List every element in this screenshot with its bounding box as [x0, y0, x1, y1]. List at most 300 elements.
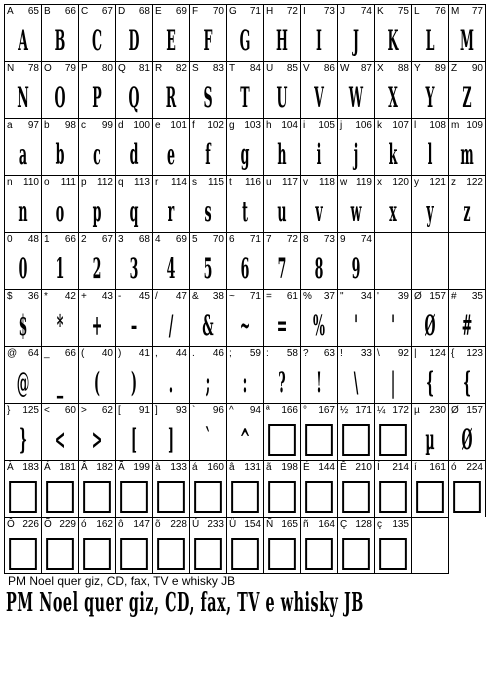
glyph-char: l	[414, 120, 417, 131]
glyph-cell	[78, 175, 115, 232]
glyph-code: 88	[397, 63, 409, 74]
glyph-preview	[311, 535, 327, 573]
glyph-preview: H	[276, 24, 288, 57]
glyph-cell	[300, 346, 337, 403]
glyph-label	[340, 234, 372, 245]
glyph-preview	[422, 535, 438, 573]
glyph-preview	[126, 535, 142, 573]
glyph-char: #	[451, 291, 457, 302]
glyph-cell	[263, 175, 300, 232]
glyph-cell	[41, 289, 78, 346]
glyph-char: w	[340, 177, 348, 188]
glyph-preview: Ø	[424, 309, 436, 342]
glyph-preview: K	[387, 24, 399, 57]
glyph-preview	[237, 478, 253, 516]
glyph-preview: 4	[166, 252, 176, 285]
glyph-label	[340, 177, 372, 188]
glyph-code: 214	[392, 462, 409, 473]
glyph-code: 107	[392, 120, 409, 131]
glyph-cell	[78, 403, 115, 460]
glyph-cell	[78, 460, 115, 517]
glyph-char: s	[192, 177, 197, 188]
glyph-char: i	[303, 120, 306, 131]
glyph-code: 70	[212, 6, 224, 17]
glyph-code: 86	[323, 63, 335, 74]
glyph-cell	[300, 61, 337, 118]
glyph-char: `	[192, 405, 196, 416]
glyph-label	[377, 63, 409, 74]
glyph-char: P	[81, 63, 88, 74]
glyph-row	[4, 4, 495, 61]
glyph-cell	[115, 175, 152, 232]
glyph-cell	[300, 289, 337, 346]
glyph-code: 45	[138, 291, 150, 302]
glyph-cell	[189, 289, 226, 346]
glyph-cell	[337, 346, 374, 403]
glyph-preview: r	[167, 195, 175, 228]
glyph-char: ó	[81, 519, 87, 530]
glyph-char: ô	[118, 519, 124, 530]
glyph-preview	[163, 478, 179, 516]
glyph-preview: V	[314, 81, 324, 114]
glyph-code: 84	[249, 63, 261, 74]
glyph-char: E	[155, 6, 162, 17]
glyph-char: h	[266, 120, 272, 131]
glyph-code: 100	[133, 120, 150, 131]
glyph-code: 115	[208, 177, 224, 188]
glyph-cell	[189, 175, 226, 232]
glyph-char: !	[340, 348, 343, 359]
glyph-char: m	[451, 120, 460, 131]
glyph-code: 68	[138, 234, 150, 245]
glyph-preview	[348, 535, 364, 573]
glyph-cell	[226, 517, 263, 574]
glyph-code: 81	[138, 63, 150, 74]
glyph-code: 119	[356, 177, 372, 188]
glyph-code: 182	[96, 462, 113, 473]
glyph-label	[155, 120, 187, 131]
glyph-cell	[41, 175, 78, 232]
glyph-char: M	[451, 6, 460, 17]
glyph-row	[4, 517, 495, 574]
glyph-preview: @	[16, 366, 30, 399]
glyph-preview	[126, 478, 142, 516]
glyph-cell	[189, 118, 226, 175]
glyph-preview: P	[92, 81, 102, 114]
glyph-char: [	[118, 405, 121, 416]
glyph-code: 157	[429, 291, 446, 302]
glyph-cell	[152, 403, 189, 460]
glyph-preview	[15, 535, 31, 573]
glyph-code: 144	[318, 462, 335, 473]
glyph-label	[340, 120, 372, 131]
glyph-label	[155, 519, 187, 530]
glyph-code: 48	[27, 234, 39, 245]
glyph-char: 3	[118, 234, 124, 245]
glyph-label	[266, 519, 298, 530]
glyph-cell	[152, 289, 189, 346]
glyph-code: 199	[133, 462, 150, 473]
glyph-code: 62	[101, 405, 113, 416]
glyph-code: 40	[101, 348, 113, 359]
glyph-preview: }	[18, 423, 28, 456]
glyph-char: g	[229, 120, 235, 131]
glyph-label	[229, 120, 261, 131]
glyph-label	[266, 291, 298, 302]
glyph-cell	[411, 346, 448, 403]
glyph-char: _	[44, 348, 50, 359]
glyph-preview: ;	[205, 366, 211, 399]
glyph-char: v	[303, 177, 308, 188]
glyph-char: z	[451, 177, 456, 188]
glyph-char: t	[229, 177, 232, 188]
glyph-preview: O	[54, 81, 66, 114]
glyph-preview: a	[18, 138, 28, 171]
glyph-label	[44, 234, 76, 245]
glyph-char: 2	[81, 234, 87, 245]
glyph-label	[81, 120, 113, 131]
glyph-char: ]	[155, 405, 158, 416]
glyph-code: 90	[471, 63, 483, 74]
glyph-char: u	[266, 177, 272, 188]
glyph-preview	[385, 535, 401, 573]
glyph-preview: t	[242, 195, 248, 228]
glyph-label	[192, 519, 224, 530]
glyph-label	[340, 462, 372, 473]
glyph-code: 164	[318, 519, 335, 530]
glyph-cell	[263, 346, 300, 403]
glyph-preview	[348, 478, 364, 516]
glyph-label	[451, 291, 483, 302]
glyph-preview: D	[128, 24, 140, 57]
glyph-char: T	[229, 63, 236, 74]
glyph-cell	[78, 289, 115, 346]
glyph-char: (	[81, 348, 85, 359]
glyph-code: 154	[244, 519, 261, 530]
glyph-label	[155, 462, 187, 473]
glyph-label	[303, 234, 335, 245]
glyph-char: Y	[414, 63, 421, 74]
glyph-char: ;	[229, 348, 232, 359]
glyph-char: Ã	[118, 462, 125, 473]
glyph-char: â	[229, 462, 235, 473]
glyph-cell	[189, 4, 226, 61]
glyph-code: 125	[22, 405, 39, 416]
glyph-label	[155, 6, 187, 17]
glyph-preview	[200, 535, 216, 573]
glyph-label	[414, 462, 446, 473]
glyph-code: 69	[175, 234, 187, 245]
glyph-preview	[459, 478, 475, 516]
glyph-label	[44, 6, 76, 17]
glyph-cell	[226, 232, 263, 289]
glyph-cell	[41, 4, 78, 61]
glyph-preview: `	[204, 423, 212, 456]
glyph-label	[414, 63, 446, 74]
glyph-code: 43	[101, 291, 113, 302]
glyph-preview: 2	[92, 252, 102, 285]
glyph-label	[451, 405, 483, 416]
glyph-char: á	[192, 462, 198, 473]
glyph-char: j	[340, 120, 343, 131]
glyph-label	[118, 519, 150, 530]
glyph-cell	[226, 289, 263, 346]
glyph-char: <	[44, 405, 50, 416]
glyph-label	[266, 63, 298, 74]
glyph-cell	[448, 118, 486, 175]
glyph-char: ,	[155, 348, 158, 359]
glyph-code: 133	[170, 462, 187, 473]
glyph-preview: +	[91, 309, 103, 342]
glyph-code: 67	[101, 6, 113, 17]
glyph-char: 7	[266, 234, 272, 245]
glyph-char: =	[266, 291, 272, 302]
glyph-char: ã	[266, 462, 272, 473]
glyph-preview: .	[168, 366, 174, 399]
glyph-char: 4	[155, 234, 161, 245]
glyph-char: R	[155, 63, 163, 74]
glyph-cell	[78, 232, 115, 289]
glyph-char: |	[414, 348, 417, 359]
glyph-char: ?	[303, 348, 309, 359]
glyph-cell	[411, 289, 448, 346]
glyph-preview	[163, 535, 179, 573]
glyph-cell	[300, 175, 337, 232]
glyph-char: I	[303, 6, 306, 17]
glyph-cell	[115, 61, 152, 118]
glyph-char: p	[81, 177, 87, 188]
glyph-preview	[311, 478, 327, 516]
glyph-cell	[4, 61, 41, 118]
glyph-preview: 8	[314, 252, 324, 285]
glyph-preview	[89, 535, 105, 573]
glyph-code: 229	[59, 519, 76, 530]
glyph-char: f	[192, 120, 195, 131]
glyph-code: 69	[175, 6, 187, 17]
glyph-preview: S	[203, 81, 213, 114]
glyph-code: 79	[64, 63, 76, 74]
glyph-char: L	[414, 6, 420, 17]
glyph-cell	[152, 175, 189, 232]
glyph-label	[229, 6, 261, 17]
glyph-label	[192, 405, 224, 416]
glyph-cell	[374, 175, 411, 232]
glyph-code: 73	[323, 234, 335, 245]
glyph-char: &	[192, 291, 199, 302]
glyph-code: 121	[429, 177, 446, 188]
glyph-preview: #	[461, 309, 473, 342]
glyph-row	[4, 175, 495, 232]
glyph-label	[7, 462, 39, 473]
glyph-cell	[226, 460, 263, 517]
glyph-cell	[374, 4, 411, 61]
glyph-char: ó	[451, 462, 457, 473]
glyph-preview: B	[54, 24, 66, 57]
glyph-code: 65	[27, 6, 39, 17]
glyph-label	[7, 6, 39, 17]
glyph-label	[377, 348, 409, 359]
glyph-char: K	[377, 6, 384, 17]
glyph-cell	[189, 460, 226, 517]
glyph-label	[377, 462, 409, 473]
glyph-cell	[189, 517, 226, 574]
glyph-cell	[152, 118, 189, 175]
sample-glyph-rendering: PM Noel quer giz, CD, fax, TV e whisky JB	[6, 588, 364, 618]
glyph-char: Ç	[340, 519, 348, 530]
glyph-cell	[337, 232, 374, 289]
glyph-code: 165	[281, 519, 298, 530]
glyph-preview: ]	[168, 423, 174, 456]
glyph-label	[155, 405, 187, 416]
glyph-char: -	[118, 291, 122, 302]
glyph-label	[7, 177, 39, 188]
glyph-code: 59	[249, 348, 261, 359]
glyph-cell	[4, 4, 41, 61]
glyph-cell	[374, 61, 411, 118]
glyph-preview: n	[18, 195, 28, 228]
glyph-preview	[422, 478, 438, 516]
glyph-cell	[448, 175, 486, 232]
glyph-row	[4, 118, 495, 175]
glyph-preview: h	[277, 138, 287, 171]
glyph-preview: w	[350, 195, 362, 228]
glyph-code: 74	[360, 234, 372, 245]
glyph-char: G	[229, 6, 237, 17]
glyph-code: 42	[64, 291, 76, 302]
glyph-cell	[4, 289, 41, 346]
glyph-label	[266, 6, 298, 17]
glyph-code: 85	[286, 63, 298, 74]
glyph-code: 230	[429, 405, 446, 416]
glyph-cell	[226, 61, 263, 118]
glyph-preview	[348, 421, 364, 459]
glyph-code: 63	[323, 348, 335, 359]
glyph-char: x	[377, 177, 382, 188]
glyph-label	[81, 519, 113, 530]
glyph-preview: Q	[128, 81, 140, 114]
glyph-preview: [	[131, 423, 137, 456]
glyph-cell	[448, 403, 486, 460]
glyph-label	[451, 63, 483, 74]
glyph-cell	[115, 232, 152, 289]
glyph-code: 172	[392, 405, 409, 416]
glyph-preview	[459, 250, 475, 288]
glyph-cell	[152, 346, 189, 403]
glyph-code: 71	[249, 6, 261, 17]
glyph-code: 47	[175, 291, 187, 302]
glyph-preview: u	[277, 195, 287, 228]
glyph-preview: X	[388, 81, 398, 114]
glyph-code: 161	[429, 462, 446, 473]
glyph-preview: 1	[55, 252, 65, 285]
glyph-cell	[115, 346, 152, 403]
glyph-char: Ü	[229, 519, 237, 530]
glyph-code: 66	[64, 348, 76, 359]
glyph-preview: T	[240, 81, 250, 114]
glyph-cell	[115, 517, 152, 574]
glyph-code: 162	[96, 519, 113, 530]
glyph-char: À	[7, 462, 14, 473]
glyph-preview: 5	[203, 252, 213, 285]
glyph-label	[303, 519, 335, 530]
glyph-code: 83	[212, 63, 224, 74]
glyph-char: W	[340, 63, 350, 74]
glyph-code: 128	[355, 519, 372, 530]
glyph-char: Ê	[340, 462, 347, 473]
glyph-cell	[374, 289, 411, 346]
glyph-cell	[226, 4, 263, 61]
glyph-code: 35	[471, 291, 483, 302]
glyph-label	[451, 6, 483, 17]
glyph-preview	[385, 250, 401, 288]
glyph-cell	[41, 460, 78, 517]
glyph-label	[340, 63, 372, 74]
glyph-code: 39	[397, 291, 409, 302]
glyph-label	[303, 348, 335, 359]
glyph-preview: e	[166, 138, 176, 171]
glyph-label	[192, 348, 224, 359]
glyph-char: \	[377, 348, 380, 359]
glyph-cell	[78, 61, 115, 118]
glyph-code: 122	[466, 177, 483, 188]
glyph-label	[155, 348, 187, 359]
glyph-cell	[411, 118, 448, 175]
glyph-preview: z	[463, 195, 471, 228]
glyph-preview	[385, 478, 401, 516]
glyph-preview: –	[130, 309, 138, 342]
glyph-cell	[300, 232, 337, 289]
glyph-cell	[448, 232, 486, 289]
glyph-label	[118, 405, 150, 416]
glyph-char: {	[451, 348, 455, 359]
glyph-preview	[274, 421, 290, 459]
glyph-preview: \	[353, 366, 359, 399]
glyph-cell	[263, 517, 300, 574]
glyph-char: +	[81, 291, 87, 302]
glyph-cell	[263, 61, 300, 118]
glyph-label	[377, 519, 409, 530]
glyph-code: 92	[397, 348, 409, 359]
glyph-code: 106	[355, 120, 372, 131]
glyph-preview	[52, 535, 68, 573]
glyph-cell	[411, 61, 448, 118]
glyph-code: 183	[22, 462, 39, 473]
glyph-char: >	[81, 405, 87, 416]
glyph-code: 70	[212, 234, 224, 245]
glyph-label	[44, 462, 76, 473]
glyph-preview: (	[94, 366, 100, 399]
glyph-cell	[374, 232, 411, 289]
glyph-char: n	[7, 177, 13, 188]
glyph-code: 171	[355, 405, 372, 416]
glyph-cell	[4, 118, 41, 175]
glyph-label	[192, 234, 224, 245]
glyph-cell	[226, 346, 263, 403]
glyph-code: 124	[429, 348, 446, 359]
glyph-preview: E	[166, 24, 176, 57]
glyph-char: 8	[303, 234, 309, 245]
glyph-code: 34	[360, 291, 372, 302]
glyph-char: Ø	[414, 291, 422, 302]
glyph-code: 71	[249, 234, 261, 245]
glyph-char: Â	[81, 462, 88, 473]
glyph-preview: M	[460, 24, 474, 57]
sample-text: PM Noel quer giz, CD, fax, TV e whisky JB	[8, 574, 236, 588]
glyph-label	[81, 405, 113, 416]
glyph-char: ç	[377, 519, 382, 530]
glyph-cell	[337, 460, 374, 517]
glyph-code: 135	[392, 519, 409, 530]
